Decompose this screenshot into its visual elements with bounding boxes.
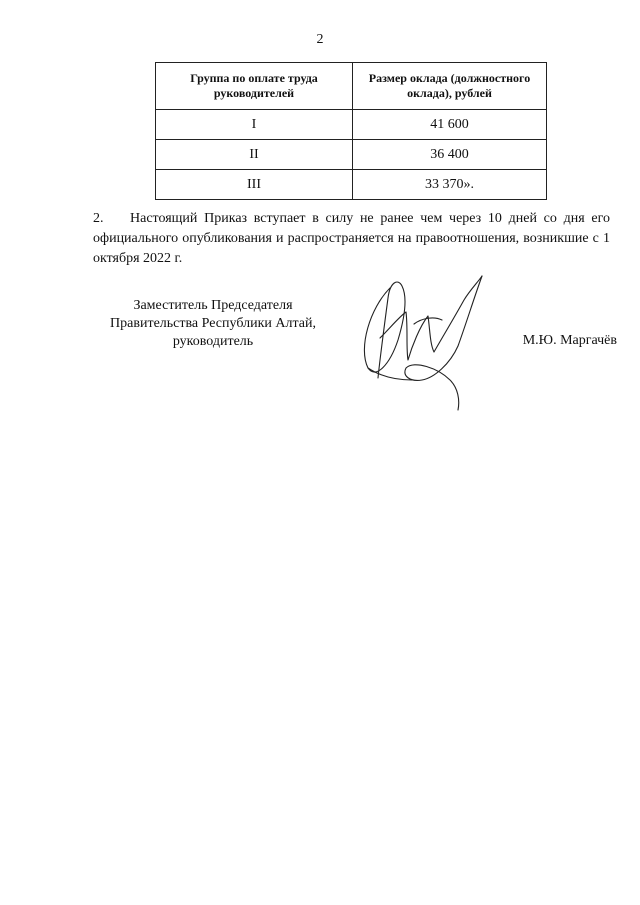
clause-paragraph [93,209,610,269]
salary-cell: 41 600 [353,110,547,140]
position-line-3: руководитель [172,334,254,349]
header-group [156,63,353,110]
group-cell: I [156,110,353,140]
table-header-row [156,63,547,110]
position-line-2: Правительства Республики Алтай, [110,316,316,331]
table-row [156,140,547,170]
header-salary [353,63,547,110]
salary-table [155,62,547,200]
header-salary-line-1: Размер оклада (должностного [368,71,531,85]
page-number: 2 [316,32,324,47]
table-row [156,110,547,140]
handwritten-signature [350,268,500,418]
header-group-line-1: Группа по оплате труда [190,71,318,85]
position-line-1: Заместитель Председателя [133,298,293,313]
table-row [156,170,547,200]
header-salary-line-2: оклада), рублей [407,86,492,100]
clause-number: 2. [93,211,104,226]
header-group-line-2: руководителей [213,86,295,100]
salary-cell: 36 400 [353,140,547,170]
salary-cell: 33 370». [353,170,547,200]
clause-text: Настоящий Приказ вступает в силу не ранее чем через 10 дней со дня его официального опубликования и распространяется на правоотношения, возникшие с 1 октября 2022 г. [93,211,610,266]
group-cell: II [156,140,353,170]
signatory-name: М.Ю. Маргачёв [522,333,617,348]
signatory-position [108,297,318,351]
group-cell: III [156,170,353,200]
